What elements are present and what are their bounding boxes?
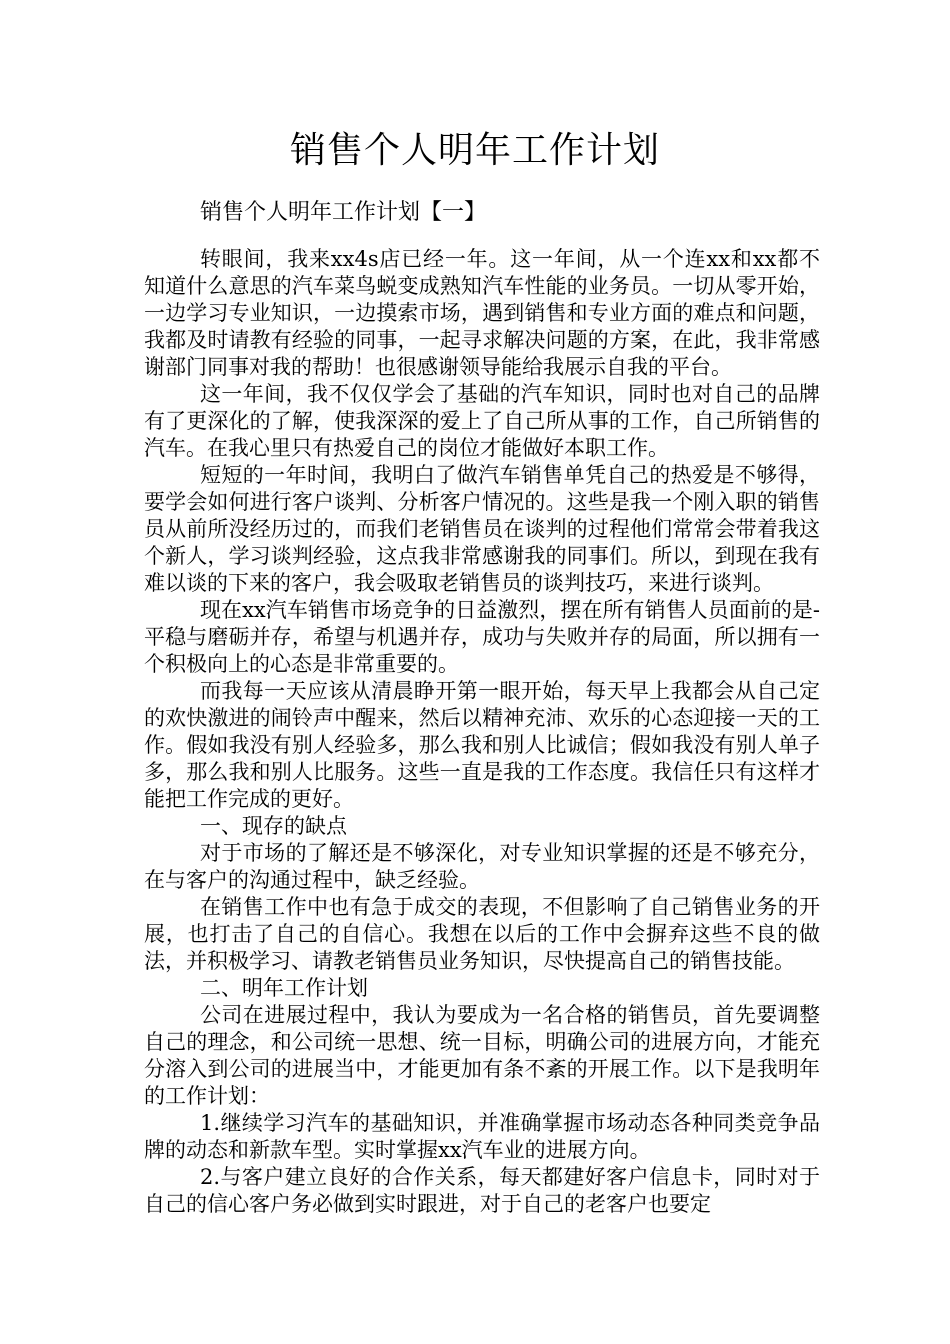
section-heading: 二、明年工作计划 xyxy=(200,976,368,1000)
paragraph: 转眼间，我来xx4s店已经一年。这一年间，从一个连xx和xx都不知道什么意思的汽车菜鸟蜕变成熟知汽车性能的业务员。一切从零开始，一边学习专业知识，一边摸索市场，遇到销售和专业方面的难点和问题，我都及时请教有经验的同事，一起寻求解决问题的方案，在此，我非常感谢部门同事对我的帮助！也很感谢领导能给我展示自我的平台。 xyxy=(144,247,820,379)
paragraph: 现在xx汽车销售市场竞争的日益激烈，摆在所有销售人员面前的是-平稳与磨砺并存，希望与机遇并存，成功与失败并存的局面，所以拥有一个积极向上的心态是非常重要的。 xyxy=(144,598,820,676)
paragraph: 这一年间，我不仅仅学会了基础的汽车知识，同时也对自己的品牌有了更深化的了解，使我深深的爱上了自己所从事的工作，自己所销售的汽车。在我心里只有热爱自己的岗位才能做好本职工作。 xyxy=(144,382,820,460)
document-title: 销售个人明年工作计划 xyxy=(289,130,660,171)
paragraph: 而我每一天应该从清晨睁开第一眼开始，每天早上我都会从自己定的欢快激进的闹铃声中醒来，然后以精神充沛、欢乐的心态迎接一天的工作。假如我没有别人经验多，那么我和别人比诚信；假如我没有别人单子多，那么我和别人比服务。这些一直是我的工作态度。我信任只有这样才能把工作完成的更好。 xyxy=(144,679,820,811)
document-subtitle: 销售个人明年工作计划【一】 xyxy=(200,200,487,225)
paragraph: 对于市场的了解还是不够深化，对专业知识掌握的还是不够充分，在与客户的沟通过程中，缺乏经验。 xyxy=(144,841,820,892)
document-body xyxy=(144,246,820,1218)
list-item: 1.继续学习汽车的基础知识，并准确掌握市场动态各种同类竞争品牌的动态和新款车型。实时掌握xx汽车业的进展方向。 xyxy=(144,1111,820,1162)
paragraph: 公司在进展过程中，我认为要成为一名合格的销售员，首先要调整自己的理念，和公司统一思想、统一目标，明确公司的进展方向，才能充分溶入到公司的进展当中，才能更加有条不紊的开展工作。以下是我明年的工作计划： xyxy=(144,1003,820,1108)
paragraph: 在销售工作中也有急于成交的表现，不但影响了自己销售业务的开展，也打击了自己的自信心。我想在以后的工作中会摒弃这些不良的做法，并积极学习、请教老销售员业务知识，尽快提高自己的销售技能。 xyxy=(144,895,820,973)
paragraph: 短短的一年时间，我明白了做汽车销售单凭自己的热爱是不够得，要学会如何进行客户谈判、分析客户情况的。这些是我一个刚入职的销售员从前所没经历过的，而我们老销售员在谈判的过程他们常常会带着我这个新人，学习谈判经验，这点我非常感谢我的同事们。所以，到现在我有难以谈的下来的客户，我会吸取老销售员的谈判技巧，来进行谈判。 xyxy=(144,463,820,595)
section-heading: 一、现存的缺点 xyxy=(200,814,347,838)
list-item: 2.与客户建立良好的合作关系，每天都建好客户信息卡，同时对于自己的信心客户务必做到实时跟进，对于自己的老客户也要定 xyxy=(144,1165,820,1216)
